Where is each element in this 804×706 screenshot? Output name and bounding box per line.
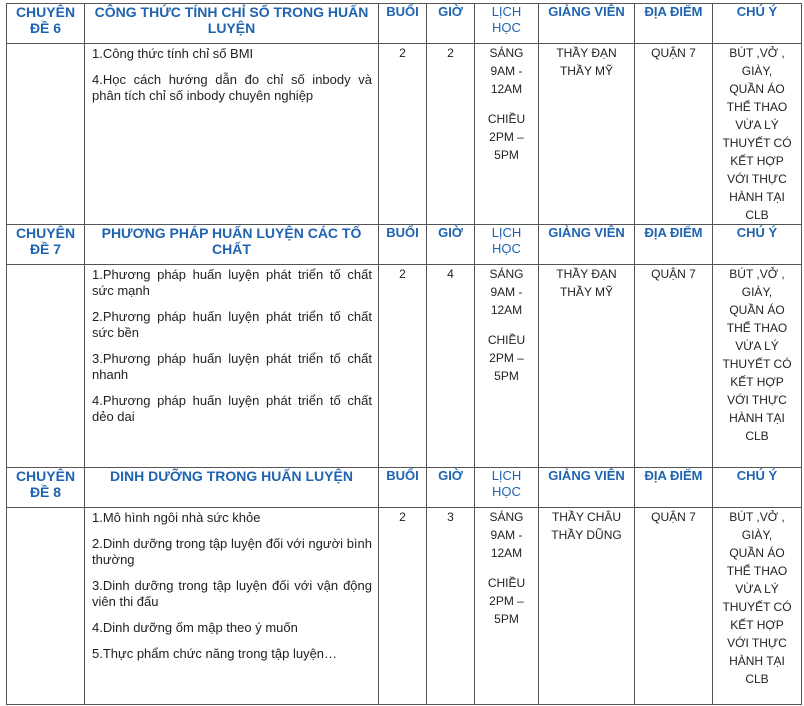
schedule-value bbox=[475, 265, 539, 468]
note-header: CHÚ Ý bbox=[713, 225, 802, 265]
note-line: KẾT HỢP bbox=[730, 154, 784, 168]
location-value: QUẬN 7 bbox=[635, 265, 713, 468]
topic-label-line2: ĐỀ 6 bbox=[29, 20, 62, 36]
schedule-header bbox=[475, 225, 539, 265]
instructor-name: THẦY CHÂU bbox=[551, 510, 622, 524]
topic-content bbox=[85, 265, 379, 468]
hours-header: GIỜ bbox=[427, 468, 475, 508]
topic-label bbox=[7, 468, 85, 508]
note-value bbox=[713, 44, 802, 225]
note-line: THỂ THAO bbox=[726, 100, 788, 114]
schedule-header bbox=[475, 4, 539, 44]
note-line: GIÀY, bbox=[741, 64, 773, 78]
note-line: BÚT ,VỞ , bbox=[729, 46, 785, 60]
schedule-spacer bbox=[475, 319, 538, 331]
course-schedule-table bbox=[6, 3, 802, 705]
sessions-value: 2 bbox=[379, 265, 427, 468]
topic-item: 1.Công thức tính chỉ số BMI bbox=[92, 46, 254, 61]
note-line: THUYẾT CÓ bbox=[722, 600, 792, 614]
schedule-line: 5PM bbox=[494, 369, 519, 383]
instructor-name: THẦY MỸ bbox=[559, 64, 614, 78]
instructor-value bbox=[539, 265, 635, 468]
schedule-value bbox=[475, 44, 539, 225]
topic-item: 2.Phương pháp huấn luyện phát triển tố chất sức bền bbox=[92, 309, 372, 340]
schedule-header-line1: LỊCH bbox=[491, 225, 522, 240]
sessions-value: 2 bbox=[379, 508, 427, 705]
schedule-header-line2: HỌC bbox=[492, 241, 521, 256]
topic-item: 3.Phương pháp huấn luyện phát triển tố chất nhanh bbox=[92, 351, 372, 382]
schedule-line: 12AM bbox=[490, 303, 523, 317]
schedule-header-line2: HỌC bbox=[492, 20, 521, 35]
note-line: VỪA LÝ bbox=[735, 339, 779, 353]
hours-header: GIỜ bbox=[427, 4, 475, 44]
topic-header-row bbox=[7, 4, 802, 44]
topic-title: PHƯƠNG PHÁP HUẤN LUYỆN CÁC TỐ CHẤT bbox=[85, 225, 379, 265]
topic-item: 4.Học cách hướng dẫn đo chỉ số inbody và phân tích chỉ số inbody chuyên nghiệp bbox=[92, 72, 372, 103]
note-line: GIÀY, bbox=[741, 528, 773, 542]
schedule-line: CHIỀU bbox=[487, 112, 526, 126]
note-line: THỂ THAO bbox=[726, 321, 788, 335]
topic-body-row bbox=[7, 44, 802, 225]
topic-label-line1: CHUYÊN bbox=[15, 225, 76, 241]
note-line: KẾT HỢP bbox=[730, 618, 784, 632]
instructor-value bbox=[539, 44, 635, 225]
note-line: THUYẾT CÓ bbox=[722, 357, 792, 371]
schedule-header-line1: LỊCH bbox=[491, 4, 522, 19]
location-header: ĐỊA ĐIỂM bbox=[635, 225, 713, 265]
schedule-line: 2PM – bbox=[489, 130, 524, 144]
note-line: VỚI THỰC bbox=[727, 393, 787, 407]
schedule-spacer bbox=[475, 562, 538, 574]
note-value bbox=[713, 508, 802, 705]
topic-label-line2: ĐỀ 8 bbox=[29, 484, 62, 500]
schedule-line: 2PM – bbox=[489, 594, 524, 608]
topic-item: 4.Dinh dưỡng ốm mập theo ý muốn bbox=[92, 620, 298, 635]
location-value: QUẬN 7 bbox=[635, 508, 713, 705]
note-line: VỚI THỰC bbox=[727, 172, 787, 186]
note-line: KẾT HỢP bbox=[730, 375, 784, 389]
schedule-line: 9AM - bbox=[490, 64, 523, 78]
location-value: QUẬN 7 bbox=[635, 44, 713, 225]
note-line: CLB bbox=[745, 429, 769, 443]
note-header: CHÚ Ý bbox=[713, 468, 802, 508]
blank-cell bbox=[7, 508, 85, 705]
location-header: ĐỊA ĐIỂM bbox=[635, 4, 713, 44]
schedule-line: 9AM - bbox=[490, 285, 523, 299]
instructor-header: GIẢNG VIÊN bbox=[539, 4, 635, 44]
topic-item: 4.Phương pháp huấn luyện phát triển tố chất dẻo dai bbox=[92, 393, 372, 424]
schedule-line: 5PM bbox=[494, 612, 519, 626]
topic-content bbox=[85, 508, 379, 705]
hours-value: 3 bbox=[427, 508, 475, 705]
note-value bbox=[713, 265, 802, 468]
sessions-value: 2 bbox=[379, 44, 427, 225]
blank-cell bbox=[7, 44, 85, 225]
schedule-line: 5PM bbox=[494, 148, 519, 162]
note-line: QUẦN ÁO bbox=[729, 546, 785, 560]
schedule-header-line2: HỌC bbox=[492, 484, 521, 499]
note-line: GIÀY, bbox=[741, 285, 773, 299]
note-header: CHÚ Ý bbox=[713, 4, 802, 44]
topic-label-line2: ĐỀ 7 bbox=[29, 241, 62, 257]
schedule-line: 12AM bbox=[490, 82, 523, 96]
topic-header-row bbox=[7, 468, 802, 508]
note-line: VỚI THỰC bbox=[727, 636, 787, 650]
note-line: CLB bbox=[745, 672, 769, 686]
hours-value: 2 bbox=[427, 44, 475, 225]
schedule-spacer bbox=[475, 98, 538, 110]
topic-header-row bbox=[7, 225, 802, 265]
topic-item: 1.Phương pháp huấn luyện phát triển tố chất sức mạnh bbox=[92, 267, 372, 298]
topic-item: 5.Thực phẩm chức năng trong tập luyện… bbox=[92, 646, 338, 661]
instructor-header: GIẢNG VIÊN bbox=[539, 468, 635, 508]
schedule-line: SÁNG bbox=[489, 46, 524, 60]
note-line: QUẦN ÁO bbox=[729, 82, 785, 96]
topic-title: DINH DƯỠNG TRONG HUẤN LUYỆN bbox=[85, 468, 379, 508]
schedule-line: CHIỀU bbox=[487, 576, 526, 590]
topic-label bbox=[7, 225, 85, 265]
note-line: HÀNH TẠI bbox=[729, 411, 785, 425]
topic-label-line1: CHUYÊN bbox=[15, 468, 76, 484]
note-line: CLB bbox=[745, 208, 769, 222]
schedule-header-line1: LỊCH bbox=[491, 468, 522, 483]
schedule-line: SÁNG bbox=[489, 510, 524, 524]
topic-item: 3.Dinh dưỡng trong tập luyện đối với vận động viên thi đấu bbox=[92, 578, 372, 609]
topic-body-row bbox=[7, 508, 802, 705]
blank-cell bbox=[7, 265, 85, 468]
topic-item: 2.Dinh dưỡng trong tập luyện đối với người bình thường bbox=[92, 536, 372, 567]
sessions-header: BUỔI bbox=[379, 225, 427, 265]
note-line: HÀNH TẠI bbox=[729, 190, 785, 204]
topic-body-row bbox=[7, 265, 802, 468]
topic-label-line1: CHUYÊN bbox=[15, 4, 76, 20]
schedule-line: 2PM – bbox=[489, 351, 524, 365]
note-line: THỂ THAO bbox=[726, 564, 788, 578]
instructor-value bbox=[539, 508, 635, 705]
instructor-name: THẦY MỸ bbox=[559, 285, 614, 299]
schedule-line: 9AM - bbox=[490, 528, 523, 542]
note-line: VỪA LÝ bbox=[735, 118, 779, 132]
note-line: THUYẾT CÓ bbox=[722, 136, 792, 150]
topic-title: CÔNG THỨC TÍNH CHỈ SỐ TRONG HUẤN LUYỆN bbox=[85, 4, 379, 44]
location-header: ĐỊA ĐIỂM bbox=[635, 468, 713, 508]
instructor-name: THẦY ĐẠN bbox=[556, 46, 617, 60]
instructor-name: THẦY DŨNG bbox=[551, 528, 622, 542]
note-line: HÀNH TẠI bbox=[729, 654, 785, 668]
schedule-line: SÁNG bbox=[489, 267, 524, 281]
schedule-value bbox=[475, 508, 539, 705]
note-line: QUẦN ÁO bbox=[729, 303, 785, 317]
hours-value: 4 bbox=[427, 265, 475, 468]
sessions-header: BUỔI bbox=[379, 468, 427, 508]
topic-content bbox=[85, 44, 379, 225]
hours-header: GIỜ bbox=[427, 225, 475, 265]
schedule-header bbox=[475, 468, 539, 508]
topic-label bbox=[7, 4, 85, 44]
schedule-line: CHIỀU bbox=[487, 333, 526, 347]
schedule-line: 12AM bbox=[490, 546, 523, 560]
instructor-header: GIẢNG VIÊN bbox=[539, 225, 635, 265]
topic-item: 1.Mô hình ngôi nhà sức khỏe bbox=[92, 510, 261, 525]
note-line: VỪA LÝ bbox=[735, 582, 779, 596]
sessions-header: BUỔI bbox=[379, 4, 427, 44]
note-line: BÚT ,VỞ , bbox=[729, 267, 785, 281]
note-line: BÚT ,VỞ , bbox=[729, 510, 785, 524]
instructor-name: THẦY ĐẠN bbox=[556, 267, 617, 281]
